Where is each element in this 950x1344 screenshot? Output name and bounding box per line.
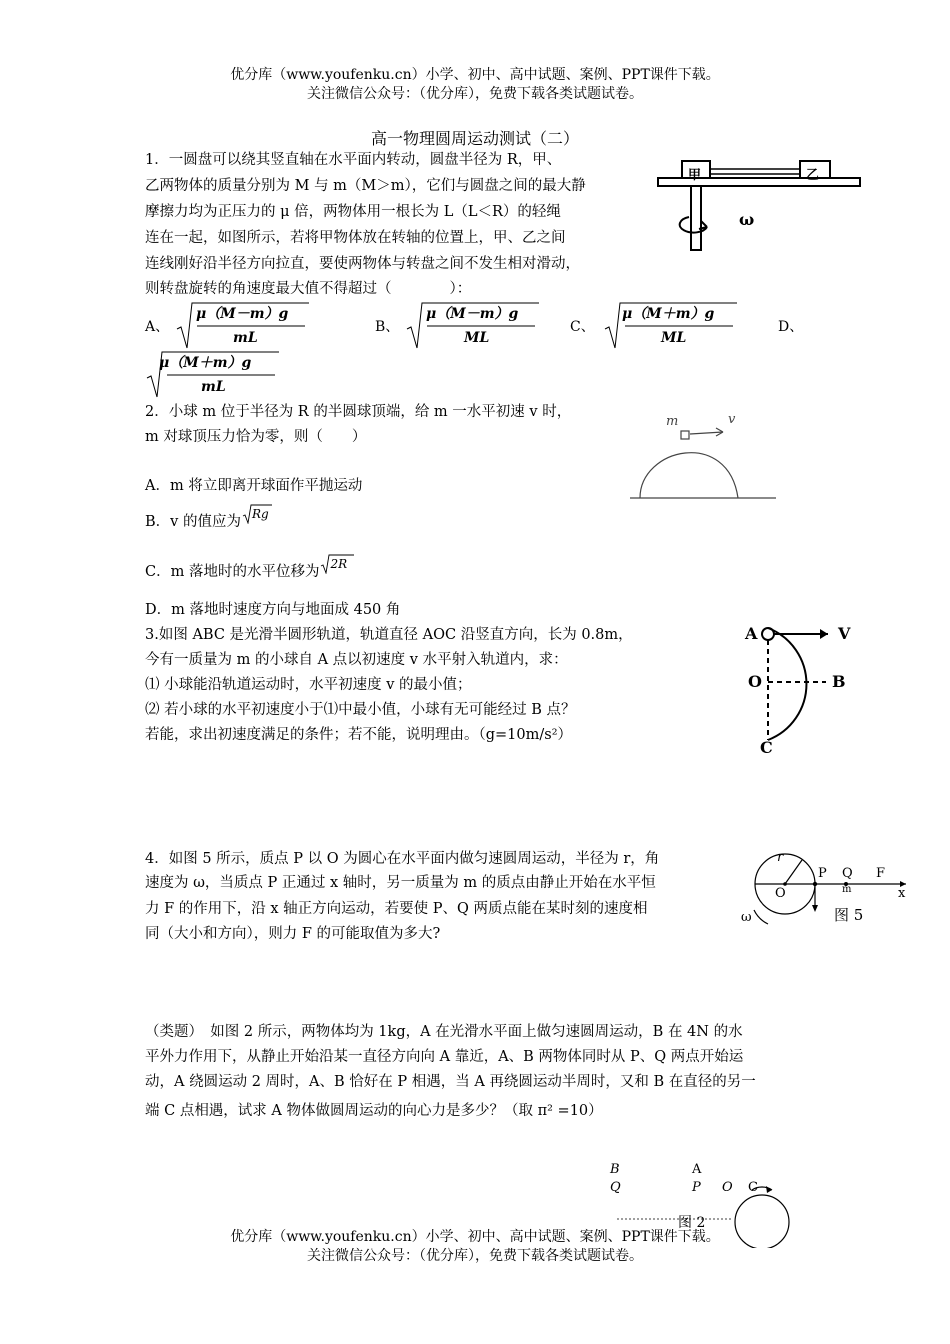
q3-line-4: ⑵ 若小球的水平初速度小于⑴中最小值，小球有无可能经过 B 点？ [145, 702, 576, 718]
q3-line-2: 今有一质量为 m 的小球自 A 点以初速度 v 水平射入轨道内，求： [145, 652, 568, 668]
q1-line-5: 连线刚好沿半径方向拉直，要使两物体与转盘之间不发生相对滑动， [145, 256, 580, 272]
q4-radius-label: r [777, 850, 784, 865]
q3-point-c: C [760, 738, 773, 757]
q2-option-b-radicand: Rg [251, 507, 269, 521]
q1-line-6: 则转盘旋转的角速度最大值不得超过（ ）： [145, 281, 472, 297]
q5-point-q: Q [610, 1180, 621, 1195]
q2-option-c-radicand: 2R [330, 557, 348, 571]
q2-velocity-label: v [728, 412, 736, 427]
q2-option-d: D．m 落地时速度方向与地面成 450 角 [145, 602, 401, 618]
q2-option-b: B．v 的值应为 Rg [145, 506, 273, 532]
q1-option-a-label: A、 [145, 319, 170, 335]
q3-point-o: O [748, 672, 762, 691]
q1-option-b-numerator: μ（M－m）g [426, 306, 519, 322]
q4-line-2: 速度为 ω，当质点 P 正通过 x 轴时，另一质量为 m 的质点由静止开始在水平恒 [145, 875, 656, 891]
header-line-1: 优分库（www.youfenku.cn）小学、初中、高中试题、案例、PPT课件下载。 [230, 67, 720, 83]
q2-option-a: A．m 将立即离开球面作平抛运动 [145, 478, 363, 494]
q5-line-4: 端 C 点相遇，试求 A 物体做圆周运动的向心力是多少？（取 π² =10） [145, 1103, 603, 1119]
q1-block-yi: 乙 [806, 168, 820, 183]
q1-turntable-figure [655, 155, 865, 255]
q1-omega-label: ω [739, 210, 755, 229]
q5-point-o: O [722, 1180, 733, 1195]
q4-omega-label: ω [741, 910, 752, 925]
q5-line-3: 动，A 绕圆运动 2 周时，A、B 恰好在 P 相遇，当 A 再绕圆运动半周时，又和 B 在直径的另一 [145, 1074, 756, 1090]
q4-center-label: O [775, 886, 786, 901]
q1-option-d-denominator: mL [201, 379, 226, 395]
q1-option-c-numerator: μ（M＋m）g [622, 306, 715, 322]
q4-mass-label: m [842, 884, 852, 895]
q3-semicircle-track-figure [740, 622, 860, 762]
q1-option-a-numerator: μ（M－m）g [196, 306, 289, 322]
q4-force-label: F [876, 866, 886, 881]
q1-option-c-label: C、 [570, 319, 595, 335]
q1-option-c-denominator: ML [661, 330, 687, 346]
q2-line-2: m 对球顶压力恰为零，则（ ） [145, 429, 367, 445]
q1-option-a-denominator: mL [233, 330, 258, 346]
q2-hemisphere-figure [628, 418, 778, 503]
q2-line-1: 2．小球 m 位于半径为 R 的半圆球顶端，给 m 一水平初速 v 时， [145, 404, 572, 420]
q5-point-b: B [610, 1162, 620, 1177]
q5-point-a: A [692, 1162, 702, 1177]
q1-block-jia: 甲 [688, 168, 702, 183]
q1-line-3: 摩擦力均为正压力的 μ 倍，两物体用一根长为 L（L＜R）的轻绳 [145, 204, 561, 220]
q1-option-b-denominator: ML [464, 330, 490, 346]
q2-option-c: C．m 落地时的水平位移为 2R [145, 556, 355, 582]
q5-point-p: P [692, 1180, 701, 1195]
q1-option-d-label: D、 [778, 319, 804, 335]
q4-circular-motion-figure [740, 848, 910, 930]
q1-option-b-label: B、 [375, 319, 400, 335]
footer-line-1: 优分库（www.youfenku.cn）小学、初中、高中试题、案例、PPT课件下载。 [230, 1229, 720, 1245]
q5-line-2: 平外力作用下，从静止开始沿某一直径方向向 A 靠近，A、B 两物体同时从 P、Q 两点开始运 [145, 1049, 744, 1065]
footer-line-2: 关注微信公众号：（优分库），免费下载各类试题试卷。 [307, 1248, 643, 1264]
q5-point-c: C [748, 1180, 758, 1195]
q4-x-axis-label: x [898, 886, 906, 901]
q1-line-4: 连在一起，如图所示，若将甲物体放在转轴的位置上，甲、乙之间 [145, 230, 566, 246]
q3-point-b: B [832, 672, 846, 691]
q3-line-1: 3.如图 ABC 是光滑半圆形轨道，轨道直径 AOC 沿竖直方向，长为 0.8m， [145, 627, 633, 643]
header-line-2: 关注微信公众号：（优分库），免费下载各类试题试卷。 [307, 86, 643, 102]
q5-line-1: （类题） 如图 2 所示，两物体均为 1kg，A 在光滑水平面上做匀速圆周运动，B 在 4N 的水 [145, 1024, 743, 1040]
q3-line-3: ⑴ 小球能沿轨道运动时，水平初速度 v 的最小值； [145, 677, 472, 693]
q4-point-q: Q [842, 866, 853, 881]
q2-mass-label: m [666, 414, 679, 429]
q3-velocity-v: V [838, 624, 851, 643]
q1-line-1: 1．一圆盘可以绕其竖直轴在水平面内转动，圆盘半径为 R，甲、 [145, 152, 562, 168]
q4-line-4: 同（大小和方向），则力 F 的可能取值为多大? [145, 926, 441, 942]
q4-line-1: 4．如图 5 所示，质点 P 以 O 为圆心在水平面内做匀速圆周运动，半径为 r，角 [145, 851, 660, 867]
q4-line-3: 力 F 的作用下，沿 x 轴正方向运动，若要使 P、Q 两质点能在某时刻的速度相 [145, 901, 648, 917]
q5-figure-caption: 图 2 [678, 1215, 706, 1231]
q1-line-2: 乙两物体的质量分别为 M 与 m（M＞m），它们与圆盘之间的最大静 [145, 178, 586, 194]
q3-point-a: A [745, 624, 758, 643]
page-title: 高一物理圆周运动测试（二） [370, 129, 579, 148]
q4-figure-caption: 图 5 [834, 906, 864, 924]
q1-option-d-numerator: μ（M＋m）g [159, 355, 252, 371]
q3-line-5: 若能，求出初速度满足的条件；若不能，说明理由。（g=10m/s²） [145, 727, 573, 743]
q4-point-p: P [818, 866, 827, 881]
